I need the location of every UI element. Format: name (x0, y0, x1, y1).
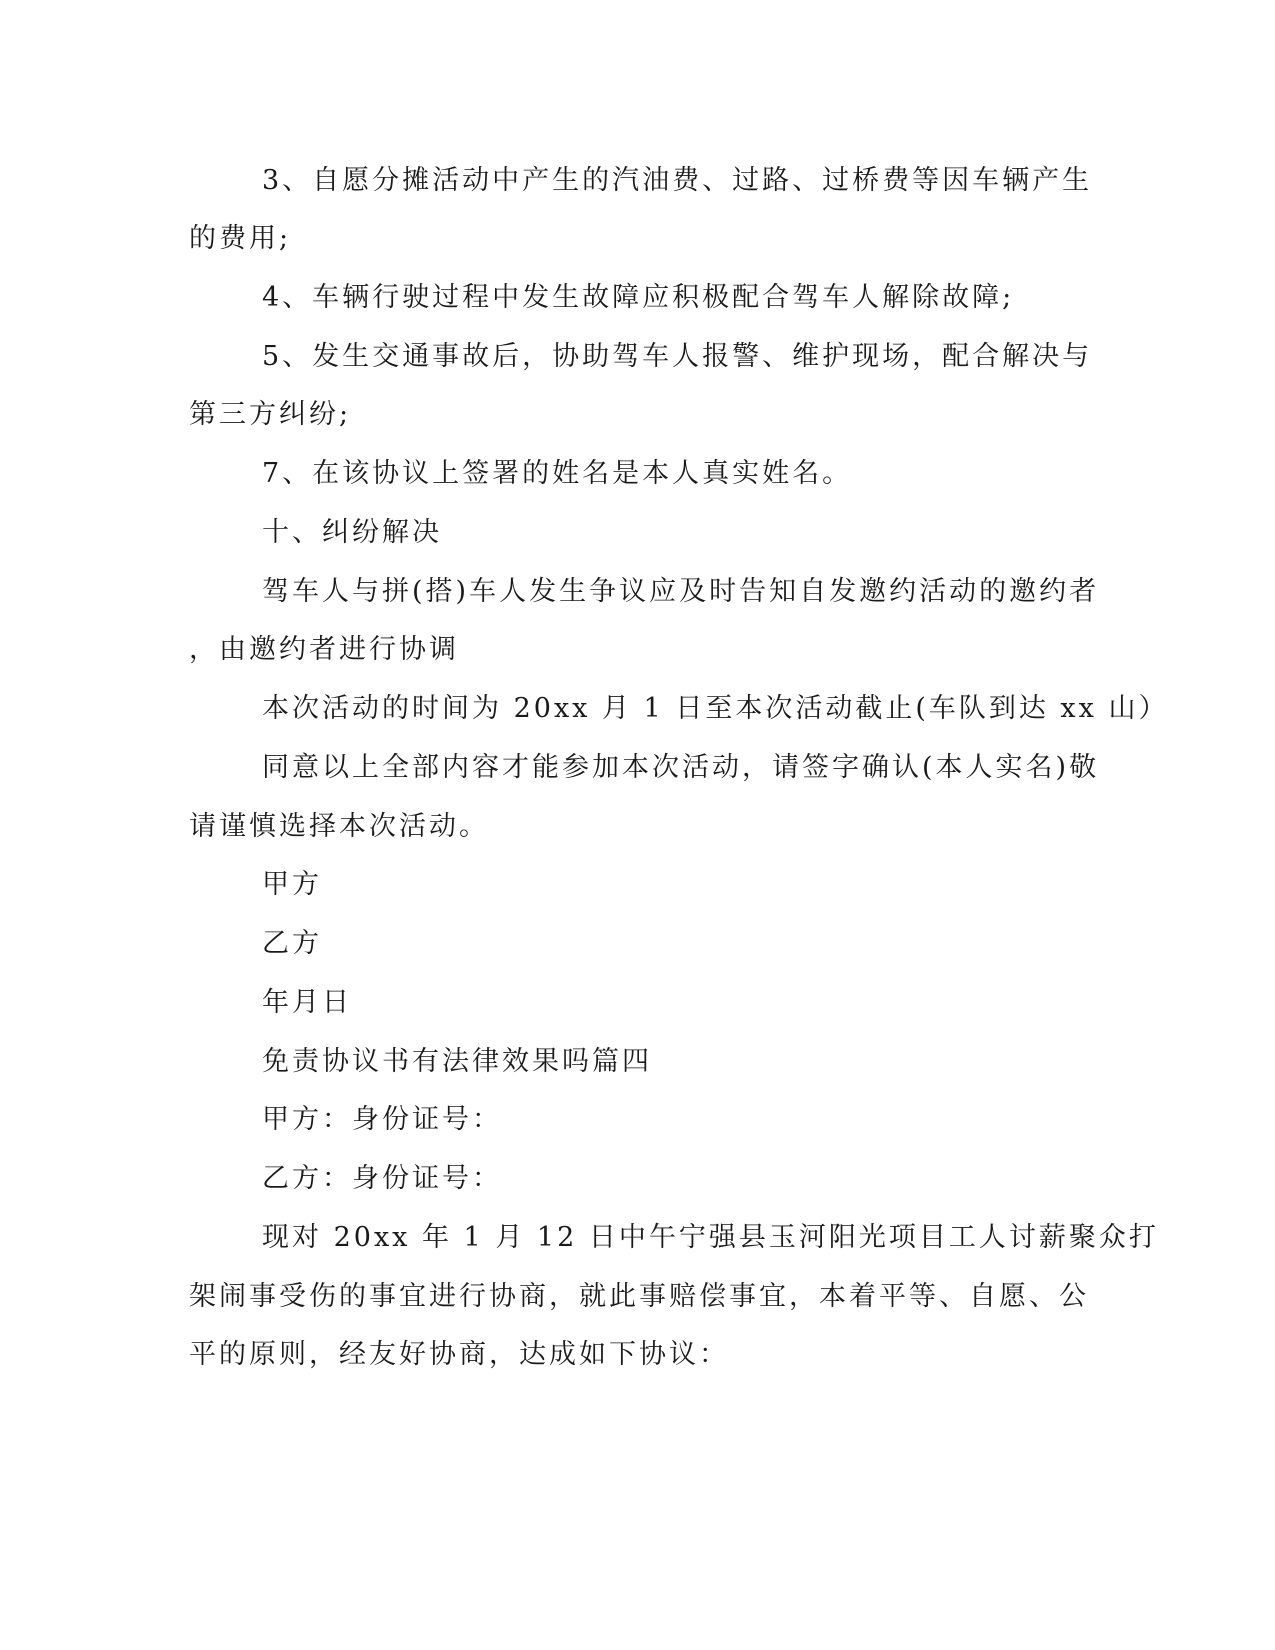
dispute-paragraph-line-1: 驾车人与拼(搭)车人发生争议应及时告知自发邀约活动的邀约者 (262, 576, 1100, 607)
section-heading-dispute: 十、纠纷解决 (262, 517, 442, 548)
activity-time-paragraph: 本次活动的时间为 20xx 月 1 日至本次活动截止(车队到达 xx 山） (262, 693, 1169, 724)
consent-paragraph-line-1: 同意以上全部内容才能参加本次活动，请签字确认(本人实名)敬 (262, 752, 1100, 783)
date-label: 年月日 (262, 987, 352, 1018)
party-b-label: 乙方 (262, 928, 322, 959)
agreement-paragraph-line-1: 现对 20xx 年 1 月 12 日中午宁强县玉河阳光项目工人讨薪聚众打 (262, 1222, 1159, 1253)
clause-7: 7、在该协议上签署的姓名是本人真实姓名。 (262, 458, 853, 489)
consent-paragraph-line-2: 请谨慎选择本次活动。 (189, 811, 489, 842)
agreement-paragraph-line-3: 平的原则，经友好协商，达成如下协议： (189, 1339, 729, 1370)
party-a-id-line: 甲方：身份证号： (262, 1104, 502, 1135)
party-a-label: 甲方 (262, 869, 322, 900)
section-title-part-four: 免责协议书有法律效果吗篇四 (262, 1046, 652, 1077)
clause-4: 4、车辆行驶过程中发生故障应积极配合驾车人解除故障; (262, 282, 1015, 313)
dispute-paragraph-line-2: ，由邀约者进行协调 (189, 634, 459, 665)
clause-5-line-2: 第三方纠纷; (189, 399, 352, 430)
agreement-paragraph-line-2: 架闹事受伤的事宜进行协商，就此事赔偿事宜，本着平等、自愿、公 (189, 1281, 1089, 1312)
clause-3-line-2: 的费用; (189, 223, 292, 254)
clause-5-line-1: 5、发生交通事故后，协助驾车人报警、维护现场，配合解决与 (262, 341, 1093, 372)
party-b-id-line: 乙方：身份证号： (262, 1163, 502, 1194)
clause-3-line-1: 3、自愿分摊活动中产生的汽油费、过路、过桥费等因车辆产生 (262, 165, 1093, 196)
